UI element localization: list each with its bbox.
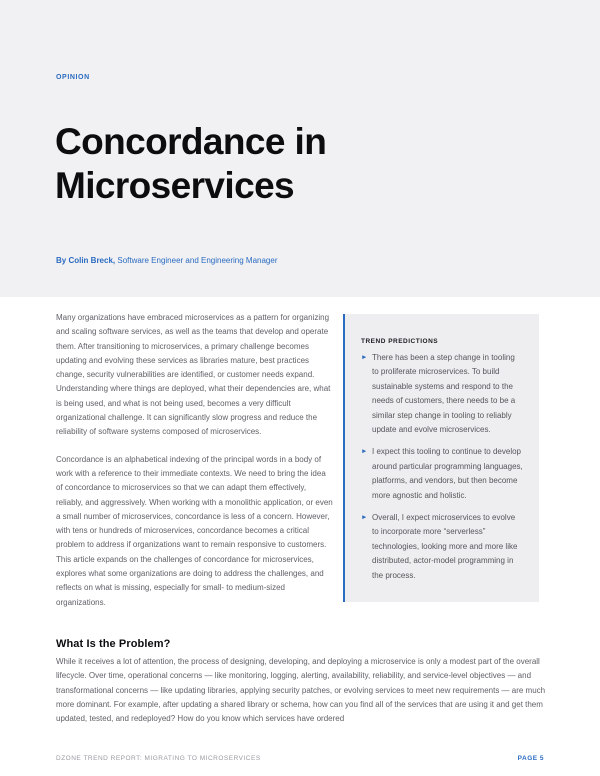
header-banner	[0, 0, 600, 297]
byline-author: By Colin Breck,	[56, 256, 116, 265]
prediction-text: Overall, I expect microservices to evolve to incorporate more “serverless” technologies, looking more and more like distributed, actor-model programming in the process.	[372, 513, 518, 580]
prediction-text: I expect this tooling to continue to develop around particular programming languages, platforms, and vendors, but then become more agnostic and holistic.	[372, 447, 523, 500]
predictions-list	[361, 351, 523, 583]
section-body: While it receives a lot of attention, the process of designing, developing, and deploying a microservice is only a modest part of the overall lifecycle. Over time, operational concerns — like monitoring, logging, alerting, availability, reliability, and service-level objectives — and transformational concerns — like updating libraries, applying security patches, or evolving services to meet new requirements — are much more dominant. For example, after updating a shared library or schema, how can you find all of the services that are using it and get them updated, tested, and redeployed? How do you know which services have ordered	[56, 657, 546, 724]
intro-paragraph: Many organizations have embraced microservices as a pattern for organizing and scaling software services, as well as the teams that develop and operate them. After transitioning to microservices, a primary challenge becomes updating and evolving these services as libraries mature, best practices change, security vulnerabilities are identified, or customer needs expand. Understanding where things are deployed, what their dependencies are, what is being used, and what is not being used, becomes a very difficult organizational challenge. It can significantly slow progress and reduce the reliability of software systems composed of microservices.	[56, 313, 331, 437]
intro-paragraph: Concordance is an alphabetical indexing of the principal words in a body of work with a reference to their immediate contexts. We need to bring the idea of concordance to microservices so that we can adapt them effectively, reliably, and aggressively. When working with a monolithic application, or even a small number of microservices, concordance is less of a concern. However, with tens or hundreds of microservices, concordance becomes a critical problem to address if organizations want to remain responsive to customers. This article expands on the challenges of concordance for microservices, explores what some organizations are doing to address the challenges, and reflects on what is missing, especially for small- to medium-sized organizations.	[56, 454, 333, 607]
byline	[56, 256, 277, 265]
section-heading: What Is the Problem?	[56, 638, 171, 650]
triangle-bullet-icon: ►	[361, 514, 368, 522]
footer-report-name: DZONE TREND REPORT: MIGRATING TO MICROSERVICES	[56, 755, 261, 762]
article-title	[55, 120, 535, 208]
list-item	[361, 351, 523, 437]
intro-text	[56, 311, 334, 610]
triangle-bullet-icon: ►	[361, 448, 368, 456]
page-number: PAGE 5	[517, 755, 544, 762]
section-kicker: OPINION	[56, 74, 90, 81]
title-line-2: Microservices	[55, 165, 295, 206]
byline-role: Software Engineer and Engineering Manager	[117, 256, 278, 265]
list-item	[361, 511, 523, 583]
trend-predictions-box	[343, 314, 539, 602]
title-line-1: Concordance in	[55, 121, 327, 162]
list-item	[361, 445, 523, 503]
sidebar-title: TREND PREDICTIONS	[361, 338, 439, 345]
triangle-bullet-icon: ►	[361, 354, 368, 361]
prediction-text: There has been a step change in tooling to proliferate microservices. To build sustainable systems and respond to the needs of customers, there needs to be a similar step change in tooling to reliably update and evolve microservices.	[372, 353, 516, 435]
